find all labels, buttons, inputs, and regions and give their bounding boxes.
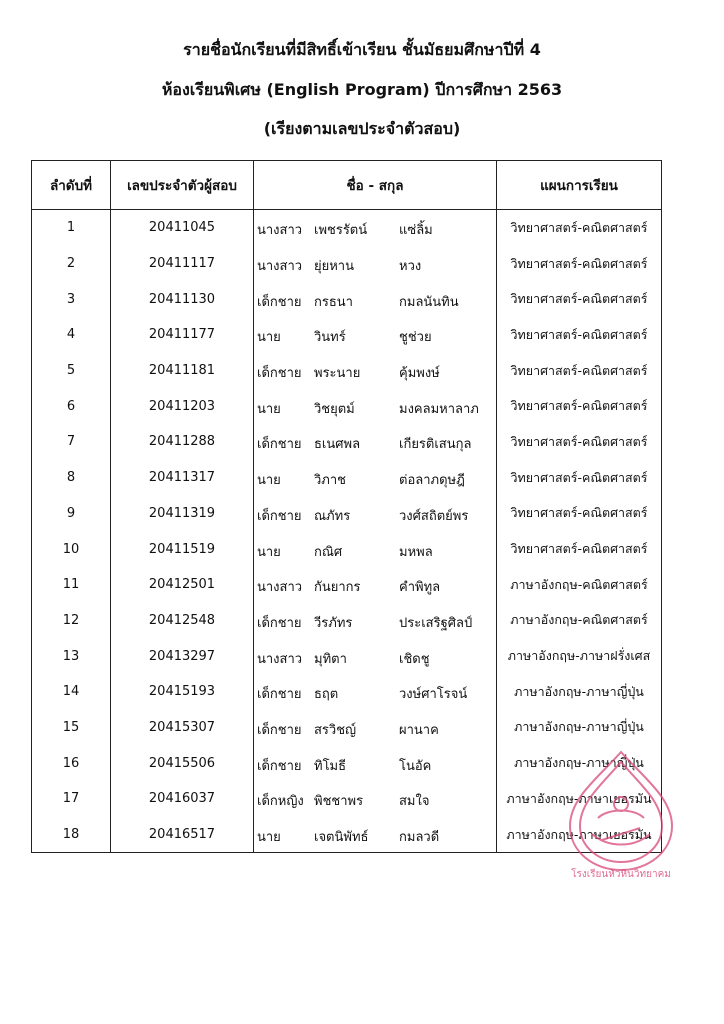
- name-prefix: เด็กชาย: [257, 722, 302, 738]
- first-name: มุทิตา: [314, 651, 347, 667]
- table-row: [32, 638, 662, 674]
- row-exam-id: 20411519: [111, 531, 254, 567]
- row-study-plan: วิทยาศาสตร์-คณิตศาสตร์: [497, 210, 662, 246]
- first-name: เพชรรัตน์: [314, 223, 368, 239]
- row-exam-id: 20411203: [111, 388, 254, 424]
- row-exam-id: 20413297: [111, 638, 254, 674]
- document-sort-note: (เรียงตามเลขประจำตัวสอบ): [263, 119, 461, 138]
- row-full-name: [254, 460, 497, 496]
- first-name: กันยากร: [314, 580, 361, 596]
- name-prefix: นางสาว: [257, 651, 303, 667]
- row-full-name: [254, 603, 497, 639]
- row-study-plan: ภาษาอังกฤษ-ภาษาญี่ปุ่น: [497, 745, 662, 781]
- table-row: [32, 496, 662, 532]
- table-row: [32, 388, 662, 424]
- row-study-plan: วิทยาศาสตร์-คณิตศาสตร์: [497, 281, 662, 317]
- last-name: ประเสริฐศิลป์: [399, 615, 473, 631]
- row-full-name: [254, 781, 497, 817]
- last-name: กมลนันทิน: [399, 294, 459, 310]
- last-name: ชูช่วย: [399, 330, 432, 346]
- row-order-number: 15: [32, 710, 111, 746]
- last-name: ผานาค: [399, 722, 439, 738]
- table-row: [32, 745, 662, 781]
- last-name: โนอัค: [399, 758, 432, 774]
- row-full-name: [254, 710, 497, 746]
- row-order-number: 14: [32, 674, 111, 710]
- first-name: ธเนศพล: [314, 437, 361, 453]
- row-study-plan: วิทยาศาสตร์-คณิตศาสตร์: [497, 246, 662, 282]
- row-study-plan: ภาษาอังกฤษ-ภาษาเยอรมัน: [497, 817, 662, 853]
- table-row: [32, 317, 662, 353]
- last-name: คุ้มพงษ์: [399, 366, 440, 382]
- row-exam-id: 20411317: [111, 460, 254, 496]
- table-row: [32, 674, 662, 710]
- name-prefix: นางสาว: [257, 259, 303, 275]
- name-prefix: นาย: [257, 330, 281, 346]
- row-exam-id: 20415506: [111, 745, 254, 781]
- row-exam-id: 20412548: [111, 603, 254, 639]
- name-prefix: เด็กชาย: [257, 294, 302, 310]
- row-full-name: [254, 817, 497, 853]
- name-prefix: เด็กหญิง: [257, 794, 304, 810]
- first-name: พระนาย: [314, 366, 361, 382]
- row-study-plan: ภาษาอังกฤษ-คณิตศาสตร์: [497, 603, 662, 639]
- header-order: ลำดับที่: [32, 161, 111, 210]
- row-full-name: [254, 674, 497, 710]
- row-study-plan: ภาษาอังกฤษ-ภาษาญี่ปุ่น: [497, 710, 662, 746]
- table-body: [32, 210, 662, 853]
- name-prefix: เด็กชาย: [257, 687, 302, 703]
- row-exam-id: 20411045: [111, 210, 254, 246]
- row-full-name: [254, 424, 497, 460]
- table-header: [32, 161, 662, 210]
- last-name: วงศ์สถิตย์พร: [399, 508, 469, 524]
- name-prefix: เด็กชาย: [257, 437, 302, 453]
- row-full-name: [254, 246, 497, 282]
- row-exam-id: 20411288: [111, 424, 254, 460]
- last-name: มงคลมหาลาภ: [399, 401, 479, 417]
- first-name: สรวิชญ์: [314, 722, 357, 738]
- first-name: ทิโมธี: [314, 758, 347, 774]
- row-exam-id: 20412501: [111, 567, 254, 603]
- table-row: [32, 281, 662, 317]
- row-study-plan: ภาษาอังกฤษ-ภาษาญี่ปุ่น: [497, 674, 662, 710]
- student-table-container: [31, 160, 661, 853]
- last-name: มหพล: [399, 544, 433, 560]
- seal-text: โรงเรียนหัวหินวิทยาคม: [571, 869, 671, 880]
- last-name: ต่อลาภดุษฎี: [399, 473, 465, 489]
- row-full-name: [254, 531, 497, 567]
- row-order-number: 6: [32, 388, 111, 424]
- first-name: วิชยุตม์: [314, 401, 355, 417]
- row-order-number: 1: [32, 210, 111, 246]
- row-order-number: 7: [32, 424, 111, 460]
- last-name: คำพิทูล: [399, 580, 441, 596]
- row-study-plan: ภาษาอังกฤษ-ภาษาเยอรมัน: [497, 781, 662, 817]
- row-study-plan: วิทยาศาสตร์-คณิตศาสตร์: [497, 317, 662, 353]
- row-full-name: [254, 210, 497, 246]
- row-order-number: 5: [32, 353, 111, 389]
- row-order-number: 18: [32, 817, 111, 853]
- table-row: [32, 246, 662, 282]
- row-exam-id: 20415307: [111, 710, 254, 746]
- first-name: กรธนา: [314, 294, 353, 310]
- name-prefix: นาย: [257, 830, 281, 846]
- row-exam-id: 20416037: [111, 781, 254, 817]
- row-full-name: [254, 745, 497, 781]
- row-full-name: [254, 281, 497, 317]
- last-name: เชิดชู: [399, 651, 430, 667]
- first-name: กณิศ: [314, 544, 343, 560]
- row-order-number: 10: [32, 531, 111, 567]
- table-row: [32, 603, 662, 639]
- name-prefix: เด็กชาย: [257, 758, 302, 774]
- row-study-plan: ภาษาอังกฤษ-ภาษาฝรั่งเศส: [497, 638, 662, 674]
- row-order-number: 4: [32, 317, 111, 353]
- table-row: [32, 460, 662, 496]
- row-study-plan: วิทยาศาสตร์-คณิตศาสตร์: [497, 460, 662, 496]
- first-name: วินทร์: [314, 330, 346, 346]
- last-name: เกียรติเสนกุล: [399, 437, 472, 453]
- header-study-plan: แผนการเรียน: [497, 161, 662, 210]
- row-order-number: 3: [32, 281, 111, 317]
- first-name: วีรภัทร: [314, 615, 353, 631]
- name-prefix: นาย: [257, 544, 281, 560]
- table-row: [32, 781, 662, 817]
- student-table: [31, 160, 662, 853]
- document-subtitle: ห้องเรียนพิเศษ (English Program) ปีการศึกษา 2563: [161, 80, 563, 99]
- first-name: ธฤต: [314, 687, 339, 703]
- table-row: [32, 567, 662, 603]
- first-name: วิภาช: [314, 473, 346, 489]
- row-exam-id: 20411319: [111, 496, 254, 532]
- row-order-number: 9: [32, 496, 111, 532]
- first-name: เจตนิพัทธ์: [314, 830, 369, 846]
- row-exam-id: 20411181: [111, 353, 254, 389]
- name-prefix: นางสาว: [257, 580, 303, 596]
- name-prefix: นาย: [257, 473, 281, 489]
- row-exam-id: 20411117: [111, 246, 254, 282]
- name-prefix: เด็กชาย: [257, 508, 302, 524]
- row-study-plan: วิทยาศาสตร์-คณิตศาสตร์: [497, 531, 662, 567]
- table-row: [32, 424, 662, 460]
- table-row: [32, 710, 662, 746]
- row-full-name: [254, 353, 497, 389]
- table-row: [32, 353, 662, 389]
- last-name: กมลวดี: [399, 830, 440, 846]
- row-order-number: 11: [32, 567, 111, 603]
- last-name: วงษ์ศาโรจน์: [399, 687, 468, 703]
- row-exam-id: 20411177: [111, 317, 254, 353]
- row-full-name: [254, 496, 497, 532]
- last-name: สมใจ: [399, 794, 430, 810]
- row-order-number: 13: [32, 638, 111, 674]
- table-row: [32, 817, 662, 853]
- row-order-number: 2: [32, 246, 111, 282]
- name-prefix: นาย: [257, 401, 281, 417]
- row-order-number: 8: [32, 460, 111, 496]
- first-name: ณภัทร: [314, 508, 351, 524]
- row-order-number: 17: [32, 781, 111, 817]
- row-study-plan: วิทยาศาสตร์-คณิตศาสตร์: [497, 353, 662, 389]
- table-row: [32, 210, 662, 246]
- row-study-plan: ภาษาอังกฤษ-คณิตศาสตร์: [497, 567, 662, 603]
- last-name: หวง: [399, 259, 422, 275]
- row-study-plan: วิทยาศาสตร์-คณิตศาสตร์: [497, 388, 662, 424]
- row-full-name: [254, 388, 497, 424]
- row-full-name: [254, 567, 497, 603]
- row-full-name: [254, 638, 497, 674]
- header-full-name: ชื่อ - สกุล: [254, 161, 497, 210]
- first-name: ยุ่ยหาน: [314, 259, 354, 275]
- name-prefix: นางสาว: [257, 223, 303, 239]
- row-full-name: [254, 317, 497, 353]
- document-title: รายชื่อนักเรียนที่มีสิทธิ์เข้าเรียน ชั้นมัธยมศึกษาปีที่ 4: [183, 40, 541, 59]
- row-order-number: 12: [32, 603, 111, 639]
- row-exam-id: 20416517: [111, 817, 254, 853]
- row-study-plan: วิทยาศาสตร์-คณิตศาสตร์: [497, 424, 662, 460]
- table-row: [32, 531, 662, 567]
- row-exam-id: 20415193: [111, 674, 254, 710]
- row-study-plan: วิทยาศาสตร์-คณิตศาสตร์: [497, 496, 662, 532]
- last-name: แซ่ลิ้ม: [399, 223, 433, 239]
- first-name: พิชชาพร: [314, 794, 364, 810]
- header-exam-id: เลขประจำตัวผู้สอบ: [111, 161, 254, 210]
- row-order-number: 16: [32, 745, 111, 781]
- name-prefix: เด็กชาย: [257, 366, 302, 382]
- row-exam-id: 20411130: [111, 281, 254, 317]
- name-prefix: เด็กชาย: [257, 615, 302, 631]
